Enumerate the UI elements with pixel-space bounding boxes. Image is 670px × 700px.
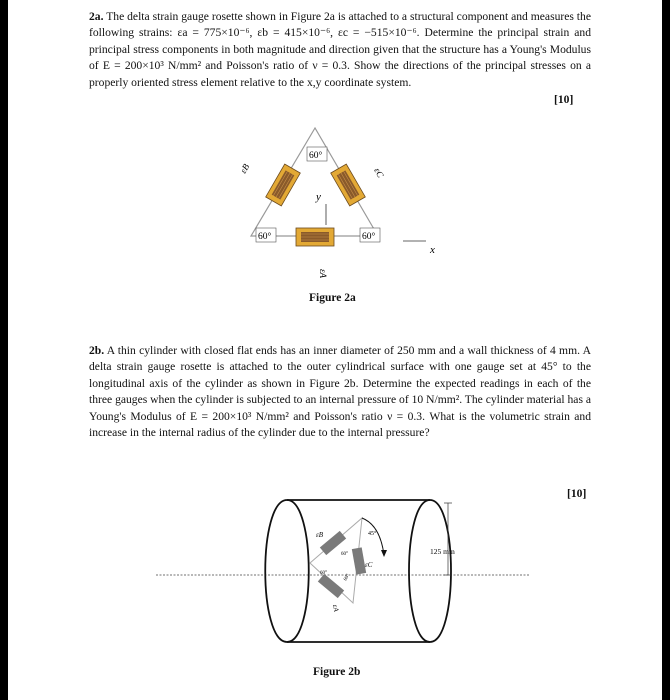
figure-2b <box>148 495 538 655</box>
gauge-c <box>331 164 366 206</box>
strain-b-2b-label: εB <box>316 531 324 539</box>
angle-a-2b-label: 60° <box>341 552 348 557</box>
figure-2a-caption: Figure 2a <box>309 292 356 304</box>
radius-label: 125 mm <box>430 547 455 556</box>
angle-left-label: 60° <box>258 232 272 242</box>
angle-right-label: 60° <box>362 232 376 242</box>
gauge-a <box>296 228 334 246</box>
gauge-b <box>266 164 301 206</box>
question-2b-label: 2b. <box>89 344 105 357</box>
strain-c-2b-label: εC <box>365 561 373 569</box>
figure-2a <box>228 122 438 282</box>
y-axis-label: y <box>316 191 321 203</box>
question-2b-text: A thin cylinder with closed flat ends has an inner diameter of 250 mm and a wall thickness of 4 mm. A delta strain gauge rosette is attached to the outer cylindrical surface with one gauge set at 45° to the longitudinal axis of the cylinder as shown in Figure 2b. Determine the expected readings in each of the three gauges when the cylinder is subjected to an internal pressure of 10 N/mm². The cylinder material has a Young's Modulus of E = 200×10³ N/mm² and Poisson's ratio ν = 0.3. What is the volumetric strain and increase in the internal radius of the cylinder due to the internal pressure? <box>89 344 591 440</box>
question-2a <box>89 9 591 91</box>
figure-2b-caption: Figure 2b <box>313 666 361 678</box>
angle-c-2b-label: 60° <box>343 573 352 582</box>
x-axis-label: x <box>430 244 435 256</box>
angle-45-label: 45° <box>368 531 377 537</box>
question-2b <box>89 343 591 441</box>
rosette-triangle <box>251 128 378 236</box>
gauge-a-2b <box>318 574 344 598</box>
strain-c-label: εC <box>372 166 386 180</box>
angle-top-label: 60° <box>309 151 323 161</box>
strain-a-label: εA <box>318 269 328 279</box>
angle-b-2b-label: 60° <box>320 571 327 576</box>
window-frame-left <box>0 0 8 700</box>
question-2a-label: 2a. <box>89 10 104 23</box>
window-frame-right <box>662 0 670 700</box>
question-2a-text: The delta strain gauge rosette shown in Figure 2a is attached to a structural component and measures the following strains: εa = 775×10⁻⁶, εb = 415×10⁻⁶, εc = −515×10⁻⁶. Determine the principal strain and principal stress components in both magnitude and direction given that the structure has a Young's Modulus of E = 200×10³ N/mm² and Poisson's ratio of ν = 0.3. Show the directions of the principal stresses on a properly oriented stress element relative to the x,y coordinate system. <box>89 10 591 89</box>
question-2a-marks: [10] <box>554 93 574 106</box>
document-page <box>8 0 662 700</box>
question-2b-marks: [10] <box>567 487 587 500</box>
strain-a-2b-label: εA <box>331 603 341 613</box>
strain-b-label: εB <box>238 162 252 175</box>
